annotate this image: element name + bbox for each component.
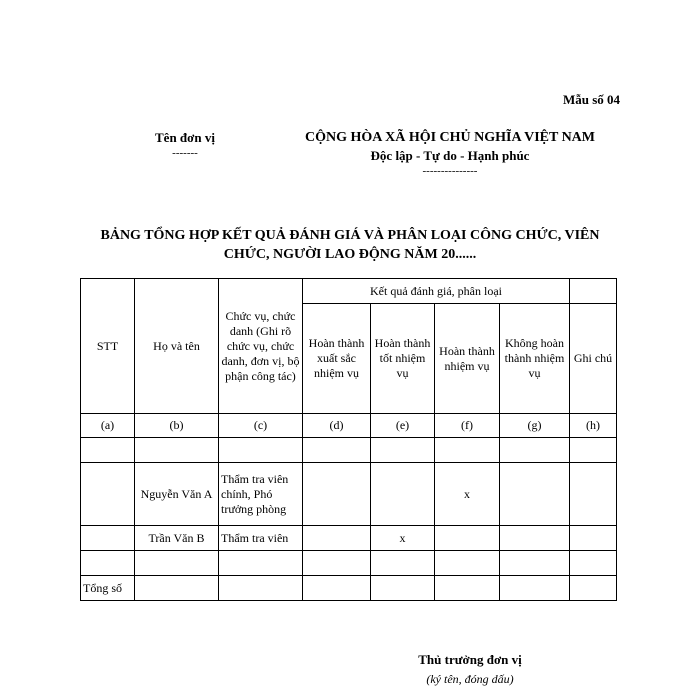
table-cell [219,438,303,463]
table-cell [219,551,303,576]
national-name: CỘNG HÒA XÃ HỘI CHỦ NGHĨA VIỆT NAM [304,130,595,145]
table-cell [435,551,500,576]
table-cell [81,526,135,551]
header-name: Họ và tên [135,279,219,414]
header-blank [570,279,617,304]
table-cell [371,576,435,601]
title-line-1: BẢNG TỔNG HỢP KẾT QUẢ ĐÁNH GIÁ VÀ PHÂN LOẠI CÔNG CHỨC, VIÊN [100,228,600,243]
table-cell [570,526,617,551]
header-good: Hoàn thành tốt nhiệm vụ [371,304,435,414]
table-cell [500,438,570,463]
table-cell [303,526,371,551]
table-cell [435,576,500,601]
table-cell [303,576,371,601]
code-cell: (b) [135,414,219,438]
table-cell [435,526,500,551]
employee-position-cell: Thẩm tra viên chính, Phó trưởng phòng [219,463,303,526]
unit-label: Tên đơn vị [155,130,215,145]
table-cell [570,438,617,463]
code-cell: (e) [371,414,435,438]
code-cell: (c) [219,414,303,438]
code-cell: (h) [570,414,617,438]
summary-table [80,278,617,601]
total-row [81,576,617,601]
table-cell [570,551,617,576]
employee-name-cell: Trần Văn B [135,526,219,551]
form-number: Mẫu số 04 [562,92,620,107]
header-complete: Hoàn thành nhiệm vụ [435,304,500,414]
table-row [81,463,617,526]
table-cell [371,438,435,463]
table-cell [500,576,570,601]
unit-block [130,130,240,160]
table-cell [570,576,617,601]
title-line-2: CHỨC, NGƯỜI LAO ĐỘNG NĂM 20...... [223,247,477,262]
signature-block [370,652,570,687]
header-result-group: Kết quả đánh giá, phân loại [303,279,570,304]
table-cell [371,463,435,526]
employee-position-cell: Thẩm tra viên [219,526,303,551]
signer-role: Thủ trưởng đơn vị [418,652,522,667]
table-row [81,551,617,576]
header-note: Ghi chú [570,304,617,414]
code-cell: (d) [303,414,371,438]
table-cell [500,463,570,526]
header-incomplete: Không hoàn thành nhiệm vụ [500,304,570,414]
code-cell: (g) [500,414,570,438]
national-motto: Độc lập - Tự do - Hạnh phúc [370,148,530,163]
table-cell [219,576,303,601]
national-underline: --------------- [422,165,478,177]
header-position: Chức vụ, chức danh (Ghi rõ chức vụ, chức danh, đơn vị, bộ phận công tác) [219,279,303,414]
table-cell [435,438,500,463]
signer-note: (ký tên, đóng dấu) [426,672,514,686]
document-title [75,226,625,264]
table-cell [371,551,435,576]
table-row [81,526,617,551]
table-row [81,438,617,463]
summary-table-wrapper [80,278,617,601]
table-cell [570,463,617,526]
table-cell [135,438,219,463]
national-header [290,130,610,178]
table-cell [81,438,135,463]
total-label: Tổng số [81,576,135,601]
result-mark-cell: x [371,526,435,551]
table-cell [135,551,219,576]
unit-underline: ------- [172,147,198,159]
table-cell [303,463,371,526]
code-cell: (f) [435,414,500,438]
code-cell: (a) [81,414,135,438]
table-cell [303,551,371,576]
table-cell [500,551,570,576]
header-excellent: Hoàn thành xuất sắc nhiệm vụ [303,304,371,414]
table-cell [303,438,371,463]
table-cell [81,551,135,576]
table-cell [500,526,570,551]
header-stt: STT [81,279,135,414]
employee-name-cell: Nguyễn Văn A [135,463,219,526]
table-cell [135,576,219,601]
result-mark-cell: x [435,463,500,526]
table-cell [81,463,135,526]
code-row [81,414,617,438]
